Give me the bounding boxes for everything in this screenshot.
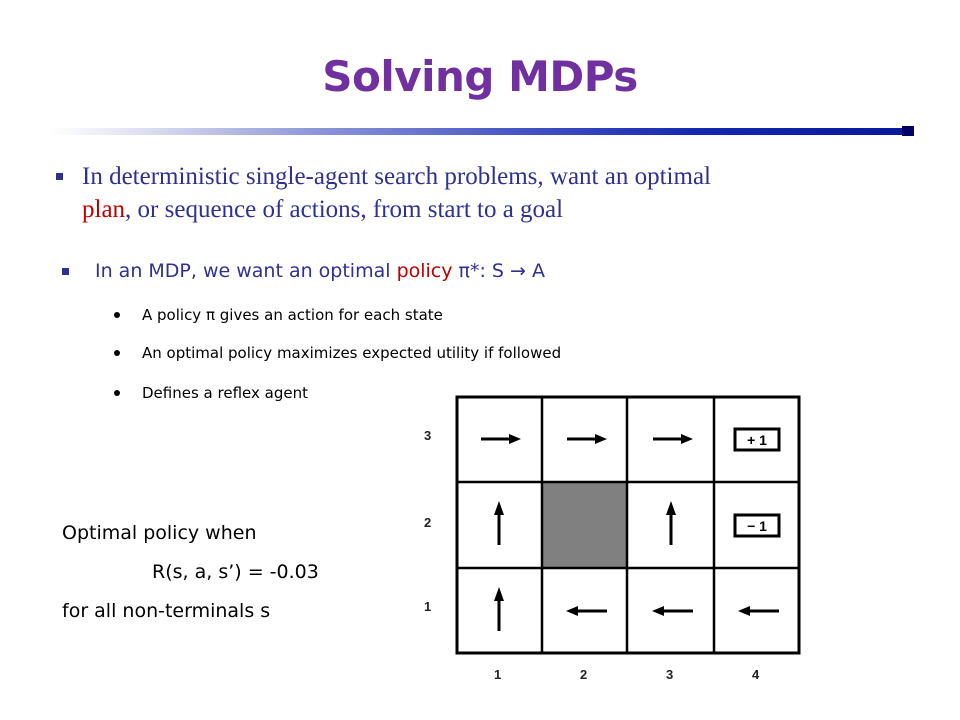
row-label-1: 1 <box>424 599 432 614</box>
dot-bullet-icon <box>114 390 120 396</box>
col-label-1: 1 <box>494 667 502 682</box>
caption-line1: Optimal policy when <box>62 522 257 544</box>
bullet-mdp-policy-text <box>95 260 545 282</box>
row-label-3: 3 <box>424 428 432 443</box>
policy-word: policy <box>396 260 453 282</box>
dot-bullet-icon <box>114 350 120 356</box>
gridworld-policy-diagram <box>455 395 801 655</box>
title-underline-end <box>902 126 914 136</box>
right-arrow-icon <box>481 434 521 444</box>
sub-bullet-text: An optimal policy maximizes expected utility if followed <box>142 344 562 362</box>
terminal-plus-label: + 1 <box>747 432 767 448</box>
bullet-mdp-suffix: π*: S → A <box>452 260 545 282</box>
bullet-mdp-prefix: In an MDP, we want an optimal <box>95 260 397 282</box>
terminal-minus-one <box>735 515 779 536</box>
col-label-3: 3 <box>666 667 674 682</box>
up-arrow-icon <box>494 587 504 631</box>
plan-word: plan <box>82 196 126 223</box>
sub-bullet-text: Defines a reflex agent <box>142 384 308 402</box>
bullet-search-problems-text <box>82 160 902 226</box>
bullet-search-line1: In deterministic single-agent search problems, want an optimal <box>82 163 711 190</box>
left-arrow-icon <box>566 606 607 616</box>
caption-line2: R(s, a, s’) = -0.03 <box>152 561 319 583</box>
col-label-4: 4 <box>752 667 760 682</box>
terminal-plus-one <box>735 429 779 450</box>
row-label-2: 2 <box>424 515 432 530</box>
caption-line3: for all non-terminals s <box>62 600 271 622</box>
bullet-search-line2: , or sequence of actions, from start to a goal <box>125 196 564 223</box>
col-label-2: 2 <box>580 667 588 682</box>
wall-cell <box>543 482 627 568</box>
left-arrow-icon <box>738 606 779 616</box>
slide-title: Solving MDPs <box>322 52 638 101</box>
left-arrow-icon <box>652 606 693 616</box>
title-underline <box>50 126 914 136</box>
right-arrow-icon <box>567 434 607 444</box>
terminal-minus-label: − 1 <box>747 518 767 534</box>
square-bullet-icon <box>62 268 69 275</box>
dot-bullet-icon <box>114 312 120 318</box>
right-arrow-icon <box>653 434 693 444</box>
square-bullet-icon <box>56 173 63 180</box>
up-arrow-icon <box>494 501 504 545</box>
title-underline-gradient <box>50 128 914 135</box>
up-arrow-icon <box>666 501 676 545</box>
sub-bullet-text: A policy π gives an action for each state <box>142 306 443 324</box>
